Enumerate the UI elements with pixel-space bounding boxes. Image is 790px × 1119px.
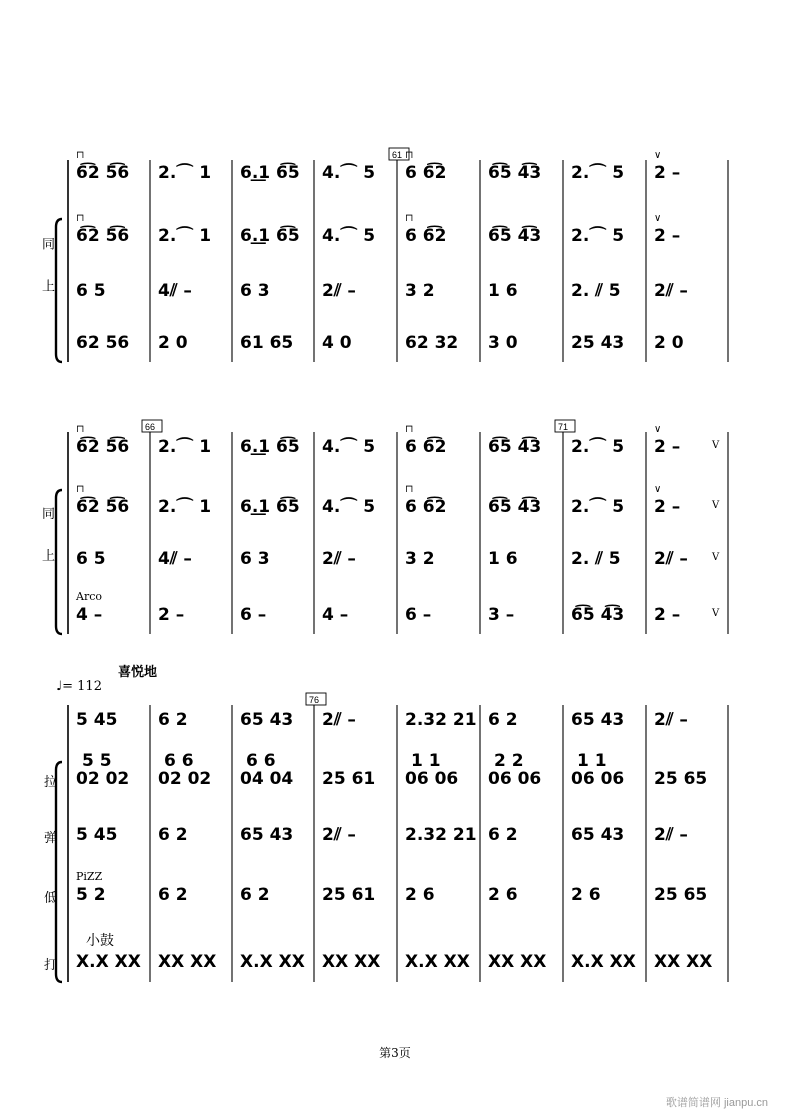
annotation: ∨ bbox=[654, 424, 662, 435]
measure-notes: 2 0 bbox=[654, 333, 684, 353]
measure-notes: 2⫽ – bbox=[654, 710, 688, 730]
measure-notes: 2 6 bbox=[571, 885, 601, 905]
measure-notes: 4 – bbox=[322, 605, 349, 625]
measure-notes: 6 2 bbox=[488, 825, 518, 845]
measure-notes: 02 02 bbox=[76, 769, 130, 789]
rehearsal-number: 71 bbox=[558, 422, 569, 432]
measure-notes: 2.⌒ 1 bbox=[158, 497, 212, 517]
upper-notes: 5 5 bbox=[82, 751, 112, 771]
measure-notes: X.X XX bbox=[405, 952, 470, 972]
system-bracket bbox=[56, 490, 62, 634]
measure-notes: 1 6 bbox=[488, 281, 518, 301]
measure-notes: 6.͟1 6͡5 bbox=[240, 497, 300, 517]
annotation: ⊓ bbox=[76, 484, 85, 495]
upper-notes: 1 1 bbox=[411, 751, 441, 771]
measure-notes: 62 56 bbox=[76, 333, 130, 353]
group-label: 同 bbox=[42, 507, 56, 522]
measure-notes: X.X XX bbox=[76, 952, 141, 972]
measure-notes: 6͡5 4͡3 bbox=[488, 437, 542, 457]
upper-notes: 1 1 bbox=[577, 751, 607, 771]
measure-notes: 5 45 bbox=[76, 710, 118, 730]
measure-notes: 25 65 bbox=[654, 885, 708, 905]
measure-notes: 2 6 bbox=[405, 885, 435, 905]
measure-notes: 6 5 bbox=[76, 281, 106, 301]
measure-notes: 6 6͡2 bbox=[405, 226, 447, 246]
measure-notes: 6 2 bbox=[158, 825, 188, 845]
watermark: 歌谱简谱网 jianpu.cn bbox=[665, 1097, 768, 1109]
page-number: 第3页 bbox=[379, 1046, 411, 1060]
measure-notes: 65 43 bbox=[240, 710, 294, 730]
annotation: ⊓ bbox=[405, 213, 414, 224]
measure-notes: 2.32 21 bbox=[405, 710, 477, 730]
measure-notes: 1 6 bbox=[488, 549, 518, 569]
measure-notes: 6 – bbox=[405, 605, 432, 625]
annotation: ∨ bbox=[654, 484, 662, 495]
measure-notes: 6.͟1 6͡5 bbox=[240, 437, 300, 457]
measure-notes: 2 – bbox=[654, 437, 681, 457]
measure-notes: XX XX bbox=[488, 952, 547, 972]
measure-notes: XX XX bbox=[158, 952, 217, 972]
measure-notes: 2⫽ – bbox=[322, 825, 356, 845]
annotation: ⊓ bbox=[405, 150, 414, 161]
measure-notes: 2 – bbox=[654, 497, 681, 517]
measure-notes: 6͡5 4͡3 bbox=[488, 163, 542, 183]
annotation: PiZZ bbox=[76, 870, 103, 883]
measure-notes: 6͡5 4͡3 bbox=[488, 226, 542, 246]
measure-notes: 2 – bbox=[654, 163, 681, 183]
measure-notes: 2.⌒ 1 bbox=[158, 226, 212, 246]
annotation: V bbox=[712, 500, 720, 511]
measure-notes: 6 3 bbox=[240, 549, 270, 569]
measure-notes: 3 2 bbox=[405, 549, 435, 569]
measure-notes: X.X XX bbox=[240, 952, 305, 972]
annotation: V bbox=[712, 552, 720, 563]
annotation: ∨ bbox=[654, 150, 662, 161]
measure-notes: 6 3 bbox=[240, 281, 270, 301]
annotation: Arco bbox=[76, 590, 102, 603]
expression-mark: 喜悦地 bbox=[118, 665, 158, 680]
annotation: ⊓ bbox=[76, 150, 85, 161]
measure-notes: 3 2 bbox=[405, 281, 435, 301]
measure-notes: 6͡2 5͡6 bbox=[76, 437, 130, 457]
measure-notes: 6 2 bbox=[158, 710, 188, 730]
measure-notes: 6.͟1 6͡5 bbox=[240, 163, 300, 183]
measure-notes: 6 2 bbox=[488, 710, 518, 730]
measure-notes: 65 43 bbox=[571, 825, 625, 845]
measure-notes: 65 43 bbox=[240, 825, 294, 845]
upper-notes: 6 6 bbox=[164, 751, 194, 771]
tempo-mark: ♩= 112 bbox=[56, 679, 102, 694]
measure-notes: 3 0 bbox=[488, 333, 518, 353]
group-label: 同 bbox=[42, 237, 56, 253]
measure-notes: 6͡2 5͡6 bbox=[76, 163, 130, 183]
rehearsal-number: 61 bbox=[392, 150, 403, 160]
measure-notes: 4.⌒ 5 bbox=[322, 497, 376, 517]
measure-notes: 25 61 bbox=[322, 885, 376, 905]
measure-notes: 2⫽ – bbox=[654, 549, 688, 569]
annotation: ∨ bbox=[654, 213, 662, 224]
measure-notes: 62 32 bbox=[405, 333, 459, 353]
measure-notes: 2 6 bbox=[488, 885, 518, 905]
measure-notes: 2⫽ – bbox=[322, 710, 356, 730]
measure-notes: 2⫽ – bbox=[654, 825, 688, 845]
measure-notes: 6 – bbox=[240, 605, 267, 625]
measure-notes: 2⫽ – bbox=[322, 281, 356, 301]
measure-notes: 6.͟1 6͡5 bbox=[240, 226, 300, 246]
group-label: 上 bbox=[42, 549, 56, 564]
measure-notes: 2.⌒ 1 bbox=[158, 163, 212, 183]
measure-notes: 6͡5 4͡3 bbox=[488, 497, 542, 517]
measure-notes: X.X XX bbox=[571, 952, 636, 972]
rehearsal-number: 66 bbox=[145, 422, 156, 432]
measure-notes: 2 0 bbox=[158, 333, 188, 353]
row-label: 打 bbox=[44, 958, 58, 973]
measure-notes: 2 – bbox=[654, 605, 681, 625]
measure-notes: 2.⌒ 1 bbox=[158, 437, 212, 457]
measure-notes: 6 2 bbox=[158, 885, 188, 905]
annotation: V bbox=[712, 608, 720, 619]
measure-notes: 4.⌒ 5 bbox=[322, 437, 376, 457]
measure-notes: 04 04 bbox=[240, 769, 294, 789]
measure-notes: XX XX bbox=[654, 952, 713, 972]
annotation: V bbox=[712, 440, 720, 451]
measure-notes: 6͡2 5͡6 bbox=[76, 497, 130, 517]
measure-notes: 25 43 bbox=[571, 333, 625, 353]
measure-notes: 4⫽ – bbox=[158, 281, 192, 301]
measure-notes: 06 06 bbox=[571, 769, 625, 789]
measure-notes: 2.⌒ 5 bbox=[571, 226, 625, 246]
measure-notes: 2. ⫽ 5 bbox=[571, 281, 621, 301]
upper-notes: 6 6 bbox=[246, 751, 276, 771]
measure-notes: 2.⌒ 5 bbox=[571, 437, 625, 457]
row-label: 拉 bbox=[44, 775, 58, 790]
measure-notes: 5 45 bbox=[76, 825, 118, 845]
measure-notes: 2⫽ – bbox=[654, 281, 688, 301]
system-bracket bbox=[56, 762, 62, 982]
measure-notes: 6 6͡2 bbox=[405, 437, 447, 457]
system-bracket bbox=[56, 219, 62, 362]
measure-notes: 4.⌒ 5 bbox=[322, 226, 376, 246]
measure-notes: 25 65 bbox=[654, 769, 708, 789]
measure-notes: 61 65 bbox=[240, 333, 294, 353]
row-label: 弹 bbox=[44, 831, 58, 846]
measure-notes: 6 5 bbox=[76, 549, 106, 569]
measure-notes: 2 – bbox=[654, 226, 681, 246]
measure-notes: 06 06 bbox=[405, 769, 459, 789]
measure-notes: 6͡2 5͡6 bbox=[76, 226, 130, 246]
measure-notes: 3 – bbox=[488, 605, 515, 625]
measure-notes: 2⫽ – bbox=[322, 549, 356, 569]
measure-notes: 6 6͡2 bbox=[405, 497, 447, 517]
measure-notes: 6 2 bbox=[240, 885, 270, 905]
upper-notes: 2 2 bbox=[494, 751, 524, 771]
measure-notes: 6͡5 4͡3 bbox=[571, 605, 625, 625]
measure-notes: 4 0 bbox=[322, 333, 352, 353]
annotation: ⊓ bbox=[76, 424, 85, 435]
rehearsal-number: 76 bbox=[309, 695, 320, 705]
annotation: 小鼓 bbox=[86, 933, 114, 949]
measure-notes: XX XX bbox=[322, 952, 381, 972]
measure-notes: 4⫽ – bbox=[158, 549, 192, 569]
measure-notes: 06 06 bbox=[488, 769, 542, 789]
measure-notes: 5 2 bbox=[76, 885, 106, 905]
row-label: 低 bbox=[44, 891, 58, 906]
measure-notes: 2.32 21 bbox=[405, 825, 477, 845]
measure-notes: 2. ⫽ 5 bbox=[571, 549, 621, 569]
measure-notes: 25 61 bbox=[322, 769, 376, 789]
measure-notes: 65 43 bbox=[571, 710, 625, 730]
measure-notes: 2.⌒ 5 bbox=[571, 497, 625, 517]
annotation: ⊓ bbox=[76, 213, 85, 224]
annotation: ⊓ bbox=[405, 484, 414, 495]
measure-notes: 6 6͡2 bbox=[405, 163, 447, 183]
measure-notes: 2.⌒ 5 bbox=[571, 163, 625, 183]
measure-notes: 4.⌒ 5 bbox=[322, 163, 376, 183]
group-label: 上 bbox=[42, 279, 56, 295]
annotation: ⊓ bbox=[405, 424, 414, 435]
measure-notes: 2 – bbox=[158, 605, 185, 625]
measure-notes: 02 02 bbox=[158, 769, 212, 789]
measure-notes: 4 – bbox=[76, 605, 103, 625]
